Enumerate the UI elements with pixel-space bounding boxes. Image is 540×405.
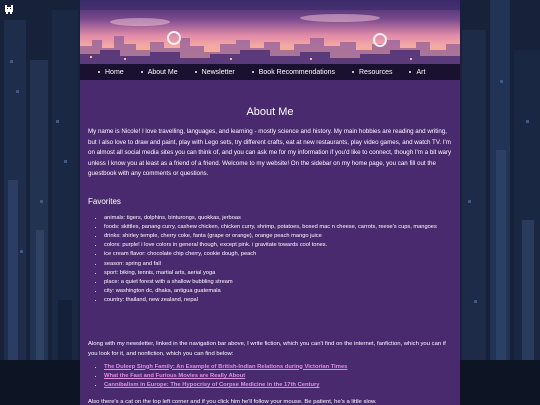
list-item: • place: a quiet forest with a shallow bubbling stream (104, 278, 452, 287)
list-item: • drinks: shirley temple, cherry coke, fanta (grape or orange), orange peach mango juice (104, 232, 452, 241)
article-link-duleep-singh[interactable]: The Duleep Singh Family: An Example of British-Indian Relations during Victorian Times (104, 363, 348, 370)
nav-bullet-icon (352, 71, 354, 73)
nav-item-newsletter[interactable] (195, 69, 235, 76)
list-item: • ice cream flavor: chocolate chip cherry, cookie dough, peach (104, 250, 452, 259)
nav-label: Book Recommendations (258, 68, 335, 76)
nav-bullet-icon (409, 71, 411, 73)
nav-label: Art (416, 68, 426, 76)
list-item: • animals: tigers, dolphins, binturongs, quokkas, jerboas (104, 214, 452, 223)
list-item (104, 363, 452, 372)
favorites-heading: Favorites (88, 196, 121, 206)
list-item: • country: thailand, new zealand, nepal (104, 296, 452, 305)
nav-bullet-icon (141, 71, 143, 73)
intro-paragraph: My name is Nicole! I love travelling, languages, and learning - mostly science and history. My main hobbies are reading and writing, but I also love to draw and paint, play with Lego sets, try different crafts, eat at new restaurants, play video games, and watch TV. I'm on almost all social media sites you can think of, and you can ask me for my information if you'd like to connect, though I'm a bit wary unless I know you at least as a friend of a friend. Welcome to my website! On the sidebar on my home page, you can fill out the guestbook with any comments or questions. (88, 128, 452, 177)
list-item: • city: washington dc, dhaka, antigua guatemala (104, 287, 452, 296)
list-item: • foods: skittles, panang curry, cashew chicken, chicken curry, shrimp, potatoes, boxed mac n cheese, carrots, reese's cups, mangoes (104, 223, 452, 232)
nav-label: Newsletter (201, 68, 235, 76)
list-item: • sport: biking, tennis, martial arts, aerial yoga (104, 269, 452, 278)
page-title: About Me (246, 106, 294, 118)
nav-bullet-icon (195, 71, 197, 73)
nav-label: About Me (147, 68, 178, 76)
nav-bullet-icon (252, 71, 254, 73)
right-buildings (460, 0, 540, 405)
nav-label: Resources (359, 68, 393, 76)
nav-item-book-recommendations[interactable] (252, 69, 335, 76)
list-item: • colors: purple! i love colors in general though, except pink. i gravitate towards cool tones. (104, 241, 452, 250)
banner-skyline (80, 0, 460, 64)
nav-item-art[interactable] (409, 69, 425, 76)
article-link-fast-furious[interactable]: What the Fast and Furious Movies are Really About (104, 372, 246, 379)
left-buildings (0, 0, 80, 405)
favorites-list (88, 214, 452, 306)
list-item (104, 372, 452, 381)
article-link-cannibalism[interactable]: Cannibalism in Europe: The Hypocrisy of Corpse Medicine in the 17th Century (104, 382, 320, 389)
list-item (104, 381, 452, 390)
list-item: • season: spring and fall (104, 260, 452, 269)
nav-bullet-icon (98, 71, 100, 73)
nav-item-resources[interactable] (352, 69, 392, 76)
main-content (88, 80, 452, 405)
nonfiction-links-list (88, 363, 452, 391)
navigation-bar (80, 64, 460, 80)
nav-item-home[interactable] (98, 69, 124, 76)
content-column (80, 0, 460, 405)
cat-paragraph: Also there's a cat on the top left corner and if you click him he'll follow your mouse. Be patient, he's a little slow. (88, 398, 377, 405)
header-banner (80, 0, 460, 64)
pixel-cat-icon[interactable] (3, 3, 15, 15)
writing-paragraph: Along with my newsletter, linked in the navigation bar above, I write fiction, which you can't find on the internet, fanfiction, which you can if you look for it, and nonfiction, which you can find below: (88, 340, 446, 357)
nav-label: Home (105, 68, 124, 76)
nav-item-about-me[interactable] (141, 69, 178, 76)
